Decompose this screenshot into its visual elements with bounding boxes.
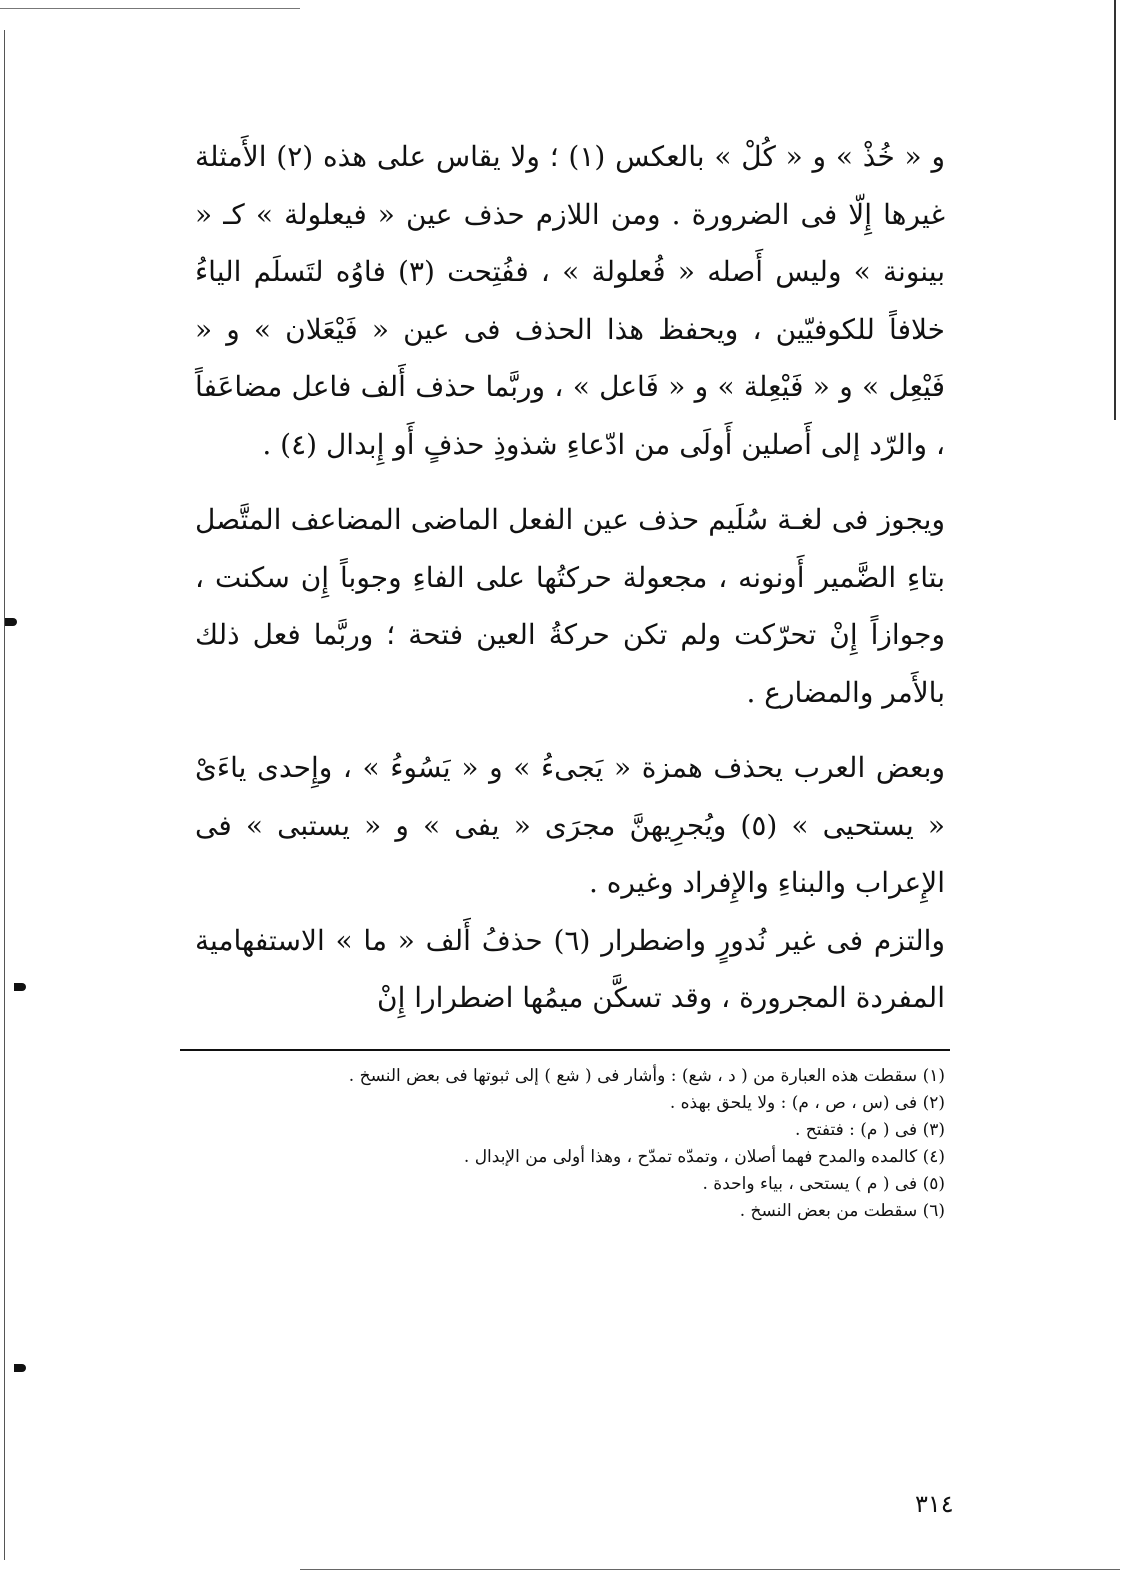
paragraph-gap [195, 473, 945, 491]
footnote: (٦) سقطت من بعض النسخ . [739, 1200, 945, 1221]
margin-mark [5, 618, 17, 626]
page-number: ٣١٤ [915, 1490, 954, 1518]
footnote-rule [180, 1049, 950, 1051]
footnotes [195, 1063, 945, 1225]
footnote: (١) سقطت هذه العبارة من ( د ، شع) : وأشار فى ( شع ) إلى ثبوتها فى بعض النسخ . [348, 1065, 945, 1086]
footnote: (٣) فى ( م) : فتفتح . [794, 1119, 945, 1140]
body-paragraph: و « خُذْ » و « كُلْ » بالعكس (١) ؛ ولا يقاس على هذه (٢) الأَمثلة غيرها إِلّا فى الضرورة . ومن اللازم حذف عين « فيعلولة » كـ « بينونة » وليس أَصله « فُعلولة » ، ففُتِحت (٣) فاوُه لتَسلَم الياءُ خلافاً للكوفيّين ، ويحفظ هذا الحذف فى عين « فَيْعَلان » و « فَيْعِل » و « فَيْعِلة » و « فَاعل » ، وربَّما حذف أَلف فاعل مضاعَفاً ، والرّد إلى أَصلين أَولَى من ادّعاءِ شذوذِ حذفٍ أَو إِبدال (٤) . [195, 140, 945, 461]
footnote: (٢) فى (س ، ص ، م) : ولا يلحق بهذه . [669, 1092, 945, 1113]
body-paragraph: ويجوز فى لغـة سُلَيم حذف عين الفعل الماضى المضاعف المتَّصل بتاءِ الضَّمير أَونونه ، مجعولة حركتُها على الفاءِ وجوباً إِن سكنت ، وجوازاً إِنْ تحرّكت ولم تكن حركةُ العين فتحة ؛ وربَّما فعل ذلك بالأَمر والمضارع . [195, 503, 945, 709]
footnote: (٥) فى ( م ) يستحى ، بياء واحدة . [702, 1173, 945, 1194]
paragraph-gap [195, 721, 945, 739]
body-paragraph: وبعض العرب يحذف همزة « يَجىءُ » و « يَسُوءُ » ، وإِحدى ياءَىْ « يستحيى » (٥) ويُجرِيهنَّ مجرَى « يفى » و « يستبى » فى الإِعراب والبناءِ والإِفراد وغيره . [195, 751, 945, 899]
scan-edge-bottom [300, 1569, 1120, 1570]
scan-edge-top [0, 8, 300, 9]
scan-edge-left [4, 30, 5, 1560]
margin-mark [14, 983, 26, 991]
margin-mark [14, 1364, 26, 1372]
body-paragraph: والتزم فى غير نُدورٍ واضطرار (٦) حذفُ أَلف « ما » الاستفهامية المفردة المجرورة ، وقد تسكَّن ميمُها اضطرارا إِنْ [195, 923, 945, 1014]
page-content [195, 128, 945, 1225]
scan-edge-right [1114, 0, 1116, 420]
footnote: (٤) كالمده والمدح فهما أصلان ، وتمدّه تمدّح ، وهذا أولى من الإبدال . [463, 1146, 945, 1167]
